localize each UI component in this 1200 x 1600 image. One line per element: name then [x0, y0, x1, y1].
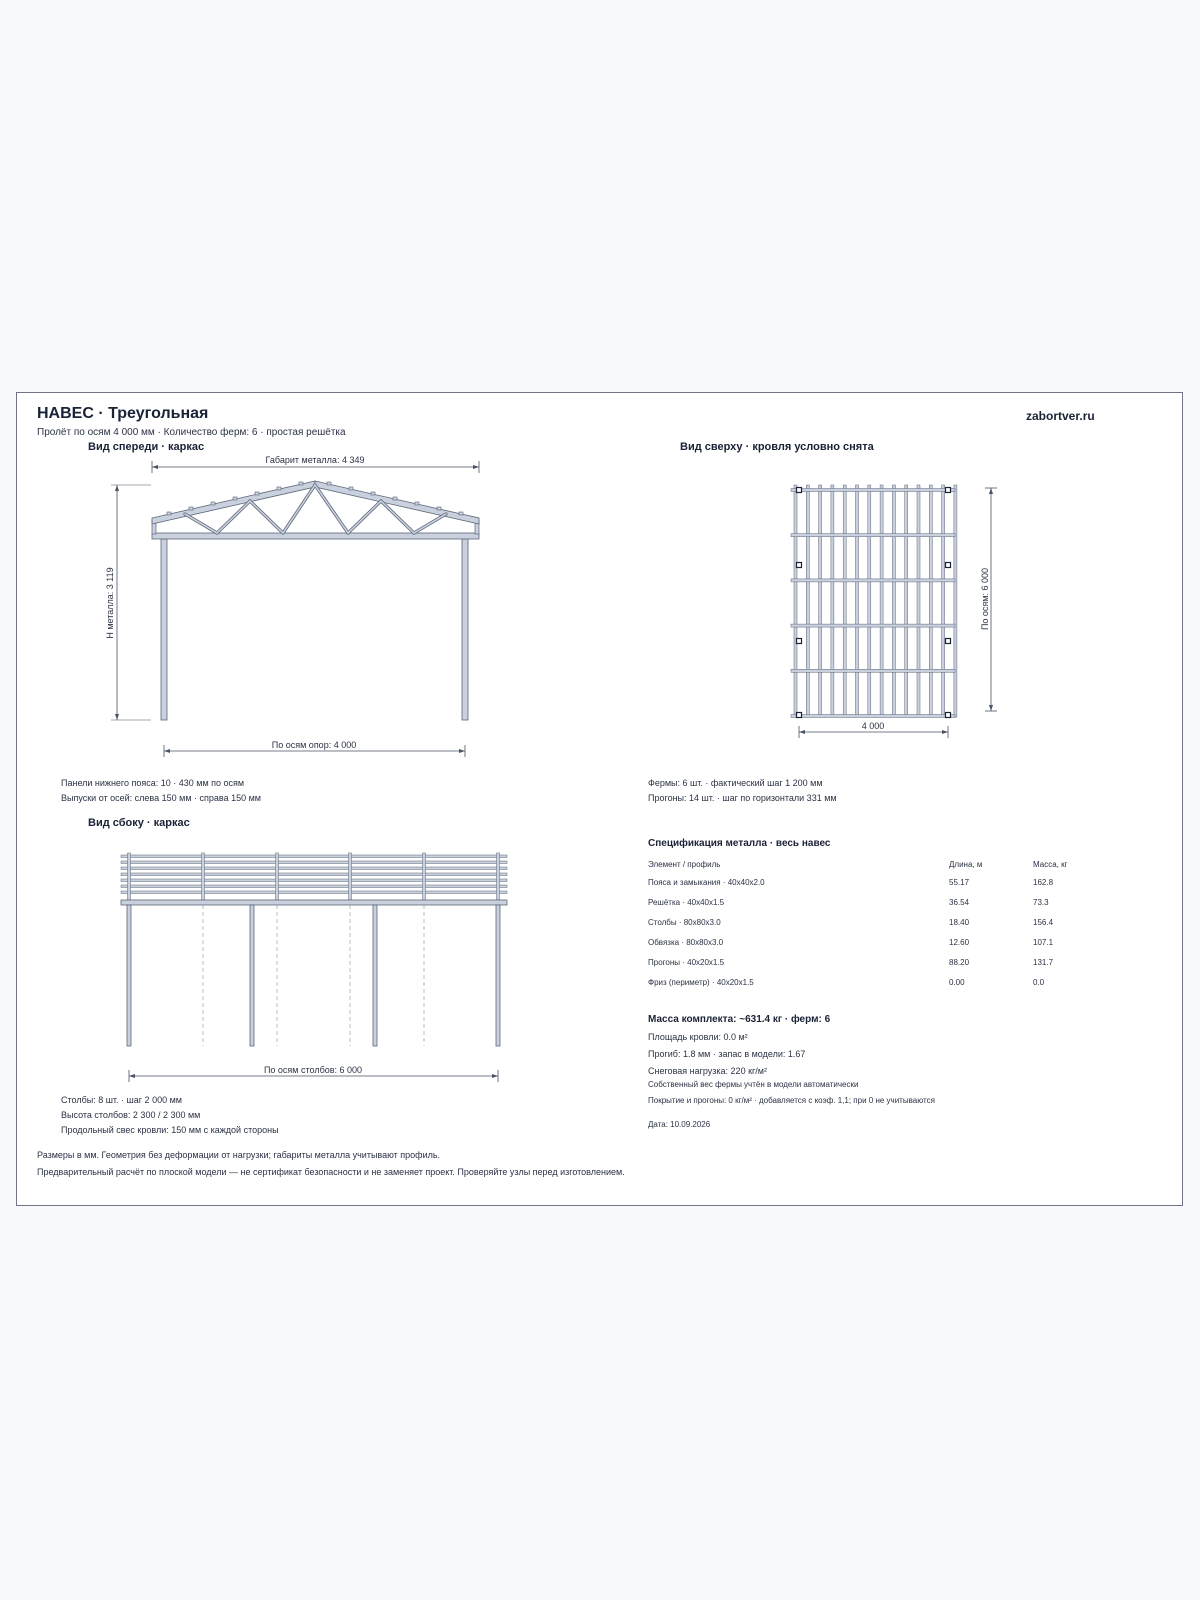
drawing-sheet — [16, 392, 1183, 1206]
front-view-heading: Вид спереди · каркас — [88, 441, 205, 453]
side-purlin — [121, 867, 507, 870]
plan-truss — [791, 534, 955, 537]
spec-col-length: Длина, м — [949, 860, 983, 869]
spec-cell: 73.3 — [1033, 898, 1049, 907]
plan-purlin — [819, 485, 822, 717]
spec-cell: Столбы · 80x80x3.0 — [648, 918, 721, 927]
brand-label: zabortver.ru — [1026, 409, 1095, 423]
side-post-1 — [127, 905, 131, 1046]
plan-purlin — [880, 485, 883, 717]
page-subtitle: Пролёт по осям 4 000 мм · Количество ферм: 6 · простая решётка — [37, 427, 346, 438]
side-purlin — [121, 885, 507, 888]
side-truss — [349, 853, 352, 900]
plan-purlin — [868, 485, 871, 717]
side-post-3 — [373, 905, 377, 1046]
spec-cell: 55.17 — [949, 878, 970, 887]
plan-truss — [791, 715, 955, 718]
plan-purlin — [929, 485, 932, 717]
spec-cell: Пояса и замыкания · 40x40x2.0 — [648, 878, 765, 887]
spec-cell: 131.7 — [1033, 958, 1054, 967]
page-title: НАВЕС · Треугольная — [37, 405, 209, 422]
plan-truss — [791, 489, 955, 492]
front-dim-height-text: H металла: 3 119 — [105, 567, 115, 639]
spec-cell: 0.00 — [949, 978, 965, 987]
deflection: Прогиб: 1.8 мм · запас в модели: 1.67 — [648, 1049, 806, 1059]
front-note-1: Панели нижнего пояса: 10 · 430 мм по осям — [61, 778, 245, 788]
side-note-1: Столбы: 8 шт. · шаг 2 000 мм — [61, 1095, 182, 1105]
spec-cell: 12.60 — [949, 938, 970, 947]
spec-cell: Фриз (периметр) · 40x20x1.5 — [648, 978, 754, 987]
side-dim-axes-text: По осям столбов: 6 000 — [263, 1065, 363, 1075]
side-truss — [202, 853, 205, 900]
spec-cell: 107.1 — [1033, 938, 1054, 947]
side-post-2 — [250, 905, 254, 1046]
plan-purlin — [942, 485, 945, 717]
spec-col-element: Элемент / профиль — [648, 860, 721, 869]
side-post-4 — [496, 905, 500, 1046]
roof-area: Площадь кровли: 0.0 м² — [648, 1032, 748, 1042]
plan-post — [946, 488, 951, 493]
side-purlin — [121, 891, 507, 894]
plan-truss — [791, 669, 955, 672]
front-note-2: Выпуски от осей: слева 150 мм · справа 150 мм — [61, 793, 261, 803]
top-note-2: Прогоны: 14 шт. · шаг по горизонтали 331 мм — [648, 793, 837, 803]
spec-cell: 0.0 — [1033, 978, 1045, 987]
spec-col-mass: Масса, кг — [1033, 860, 1068, 869]
note-cover: Покрытие и прогоны: 0 кг/м² · добавляется с коэф. 1,1; при 0 не учитываются — [648, 1096, 935, 1105]
spec-cell: 88.20 — [949, 958, 970, 967]
spec-cell: Прогоны · 40x20x1.5 — [648, 958, 725, 967]
plan-purlin — [806, 485, 809, 717]
plan-purlin — [954, 485, 957, 717]
note-self-weight: Собственный вес фермы учтён в модели автоматически — [648, 1080, 859, 1089]
plan-post — [946, 639, 951, 644]
side-view-heading: Вид сбоку · каркас — [88, 817, 190, 829]
front-post-left — [161, 539, 167, 720]
side-purlin — [121, 879, 507, 882]
top-view-drawing — [791, 485, 997, 738]
spec-cell: 18.40 — [949, 918, 970, 927]
front-view-drawing — [105, 455, 479, 757]
mass-total: Масса комплекта: ~631.4 кг · ферм: 6 — [648, 1014, 831, 1025]
spec-cell: 162.8 — [1033, 878, 1054, 887]
side-purlin — [121, 861, 507, 864]
plan-post — [946, 563, 951, 568]
plan-dim-length-text: По осям: 6 000 — [980, 567, 990, 631]
side-truss — [423, 853, 426, 900]
truss-bottom-chord — [152, 533, 479, 539]
top-view-heading: Вид сверху · кровля условно снята — [680, 441, 874, 453]
front-dim-axes-text: По осям опор: 4 000 — [271, 740, 357, 750]
side-purlins — [121, 855, 507, 894]
side-truss — [497, 853, 500, 900]
plan-post — [797, 488, 802, 493]
plan-purlin — [905, 485, 908, 717]
plan-truss — [791, 579, 955, 582]
plan-dim-width-text: 4 000 — [861, 721, 885, 731]
plan-post — [797, 563, 802, 568]
plan-post — [797, 639, 802, 644]
side-view-drawing — [121, 853, 507, 1082]
side-note-3: Продольный свес кровли: 150 мм с каждой стороны — [61, 1125, 279, 1135]
top-note-1: Фермы: 6 шт. · фактический шаг 1 200 мм — [648, 778, 823, 788]
spec-cell: 36.54 — [949, 898, 970, 907]
plan-purlin — [856, 485, 859, 717]
side-purlin — [121, 855, 507, 858]
front-dim-width-text: Габарит металла: 4 349 — [265, 455, 365, 465]
plan-purlin — [843, 485, 846, 717]
spec-cell: Обвязка · 80x80x3.0 — [648, 938, 724, 947]
plan-purlins — [794, 485, 957, 717]
date-label: Дата: 10.09.2026 — [648, 1120, 711, 1129]
spec-cell: Решётка · 40x40x1.5 — [648, 898, 725, 907]
plan-purlin — [892, 485, 895, 717]
side-beam — [121, 900, 507, 905]
plan-post — [797, 713, 802, 718]
side-purlin — [121, 873, 507, 876]
front-post-right — [462, 539, 468, 720]
side-truss — [276, 853, 279, 900]
side-note-2: Высота столбов: 2 300 / 2 300 мм — [61, 1110, 201, 1120]
plan-purlin — [831, 485, 834, 717]
plan-purlin — [794, 485, 797, 717]
plan-truss — [791, 624, 955, 627]
snow-load: Снеговая нагрузка: 220 кг/м² — [648, 1066, 767, 1076]
side-truss — [128, 853, 131, 900]
plan-purlin — [917, 485, 920, 717]
side-dashed-lines — [203, 905, 424, 1046]
spec-cell: 156.4 — [1033, 918, 1054, 927]
plan-post — [946, 713, 951, 718]
footer-line-1: Размеры в мм. Геометрия без деформации от нагрузки; габариты металла учитывают профиль. — [37, 1150, 441, 1160]
spec-heading: Спецификация металла · весь навес — [648, 838, 831, 849]
footer-line-2: Предварительный расчёт по плоской модели — не сертификат безопасности и не заменяет проект. Проверяйте узлы перед изготовлением. — [37, 1167, 625, 1177]
